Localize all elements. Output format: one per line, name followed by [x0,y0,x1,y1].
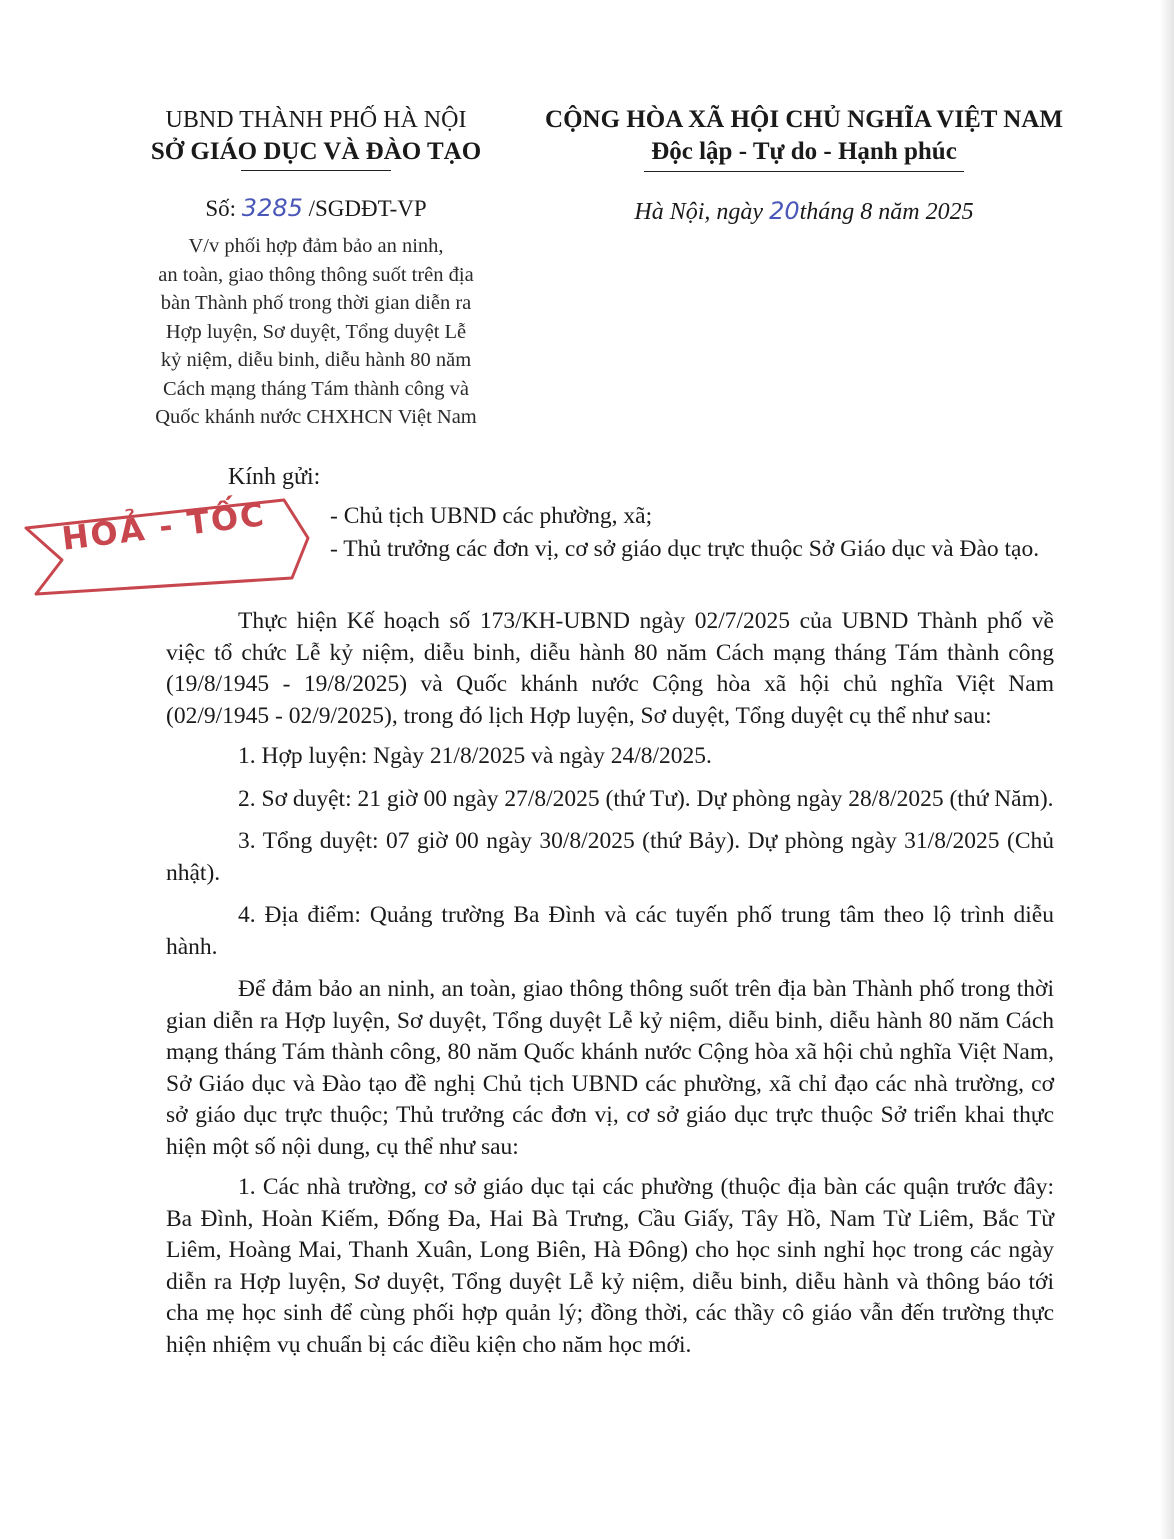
national-header [526,104,1082,172]
subject-line: kỷ niệm, diễu binh, diễu hành 80 năm [160,349,472,371]
national-motto: Độc lập - Tự do - Hạnh phúc [651,138,957,165]
subject-line: Quốc khánh nước CHXHCN Việt Nam [155,406,477,428]
date-day-handwritten: 20 [769,197,800,225]
issuer-header [128,104,504,171]
body-paragraph: Để đảm bảo an ninh, an toàn, giao thông thông suốt trên địa bàn Thành phố trong thời gian diễn ra Hợp luyện, Sơ duyệt, Tổng duyệt Lễ kỷ niệm, diễu binh, diễu hành 80 năm Cách mạng tháng Tám thành công, 80 năm Quốc khánh nước Cộng hòa xã hội chủ nghĩa Việt Nam, Sở Giáo dục và Đào tạo đề nghị Chủ tịch UBND các phường, xã chỉ đạo các nhà trường, cơ sở giáo dục trực thuộc; Thủ trưởng các đơn vị, cơ sở giáo dục trực thuộc Sở triển khai thực hiện một số nội dung, cụ thể như sau: [166,976,1054,1160]
doc-number-suffix: /SGDĐT-VP [302,196,427,221]
document-number [128,194,504,223]
urgent-stamp-text: HOẢ - TỐC [59,495,268,558]
issuer-name: SỞ GIÁO DỤC VÀ ĐÀO TẠO [150,138,482,165]
doc-number-prefix: Số: [205,196,242,221]
body-paragraph: 2. Sơ duyệt: 21 giờ 00 ngày 27/8/2025 (thứ Tư). Dự phòng ngày 28/8/2025 (thứ Năm). [238,785,1054,812]
body-paragraph: 1. Các nhà trường, cơ sở giáo dục tại các phường (thuộc địa bàn các quận trước đây: Ba Đình, Hoàn Kiếm, Đống Đa, Hai Bà Trưng, Cầu Giấy, Tây Hồ, Nam Từ Liêm, Bắc Từ Liêm, Hoàng Mai, Thanh Xuân, Long Biên, Hà Đông) cho học sinh nghỉ học trong các ngày diễn ra Hợp luyện, Sơ duyệt, Tổng duyệt Lễ kỷ niệm, diễu binh, diễu hành và thông báo tới cha mẹ học sinh để cùng phối hợp quản lý; đồng thời, các thầy cô giáo vẫn đến trường thực hiện nhiệm vụ chuẩn bị các điều kiện cho năm học mới. [166,1174,1054,1358]
subject-line: bàn Thành phố trong thời gian diễn ra [160,292,472,314]
date-suffix: tháng 8 năm 2025 [799,199,974,225]
subject-line: Cách mạng tháng Tám thành công và [163,377,469,400]
document-body [166,606,1054,1370]
issuer-underline [241,170,391,171]
body-paragraph: 3. Tổng duyệt: 07 giờ 00 ngày 30/8/2025 (thứ Bảy). Dự phòng ngày 31/8/2025 (Chủ nhật). [166,828,1054,886]
recipient-label: Kính gửi: [228,464,321,490]
body-paragraph: Thực hiện Kế hoạch số 173/KH-UBND ngày 02/7/2025 của UBND Thành phố về việc tổ chức Lễ kỷ niệm, diễu binh, diễu hành 80 năm Cách mạng tháng Tám thành công (19/8/1945 - 19/8/2025) và Quốc khánh nước Cộng hòa xã hội chủ nghĩa Việt Nam (02/9/1945 - 02/9/2025), trong đó lịch Hợp luyện, Sơ duyệt, Tổng duyệt cụ thể như sau: [166,608,1054,729]
motto-underline [644,171,964,172]
body-paragraph: 4. Địa điểm: Quảng trường Ba Đình và các tuyến phố trung tâm theo lộ trình diễu hành. [166,902,1054,960]
body-paragraph: 1. Hợp luyện: Ngày 21/8/2025 và ngày 24/8/2025. [238,743,712,769]
doc-number-handwritten: 3285 [241,194,303,222]
subject-line: V/v phối hợp đảm bảo an ninh, [188,235,444,257]
recipient-item: - Thủ trưởng các đơn vị, cơ sở giáo dục trực thuộc Sở Giáo dục và Đào tạo. [330,536,1040,562]
issue-date [526,196,1082,227]
national-title: CỘNG HÒA XÃ HỘI CHỦ NGHĨA VIỆT NAM [545,106,1063,133]
scan-edge-shadow [1160,0,1174,1539]
recipient-list [330,500,1039,566]
subject-line: Hợp luyện, Sơ duyệt, Tổng duyệt Lễ [165,320,467,343]
date-prefix: Hà Nội, ngày [634,199,770,225]
issuer-parent: UBND THÀNH PHỐ HÀ NỘI [165,107,467,133]
recipient-item: - Chủ tịch UBND các phường, xã; [330,503,653,529]
subject-line: an toàn, giao thông thông suốt trên địa [158,263,474,286]
document-subject [126,232,506,432]
